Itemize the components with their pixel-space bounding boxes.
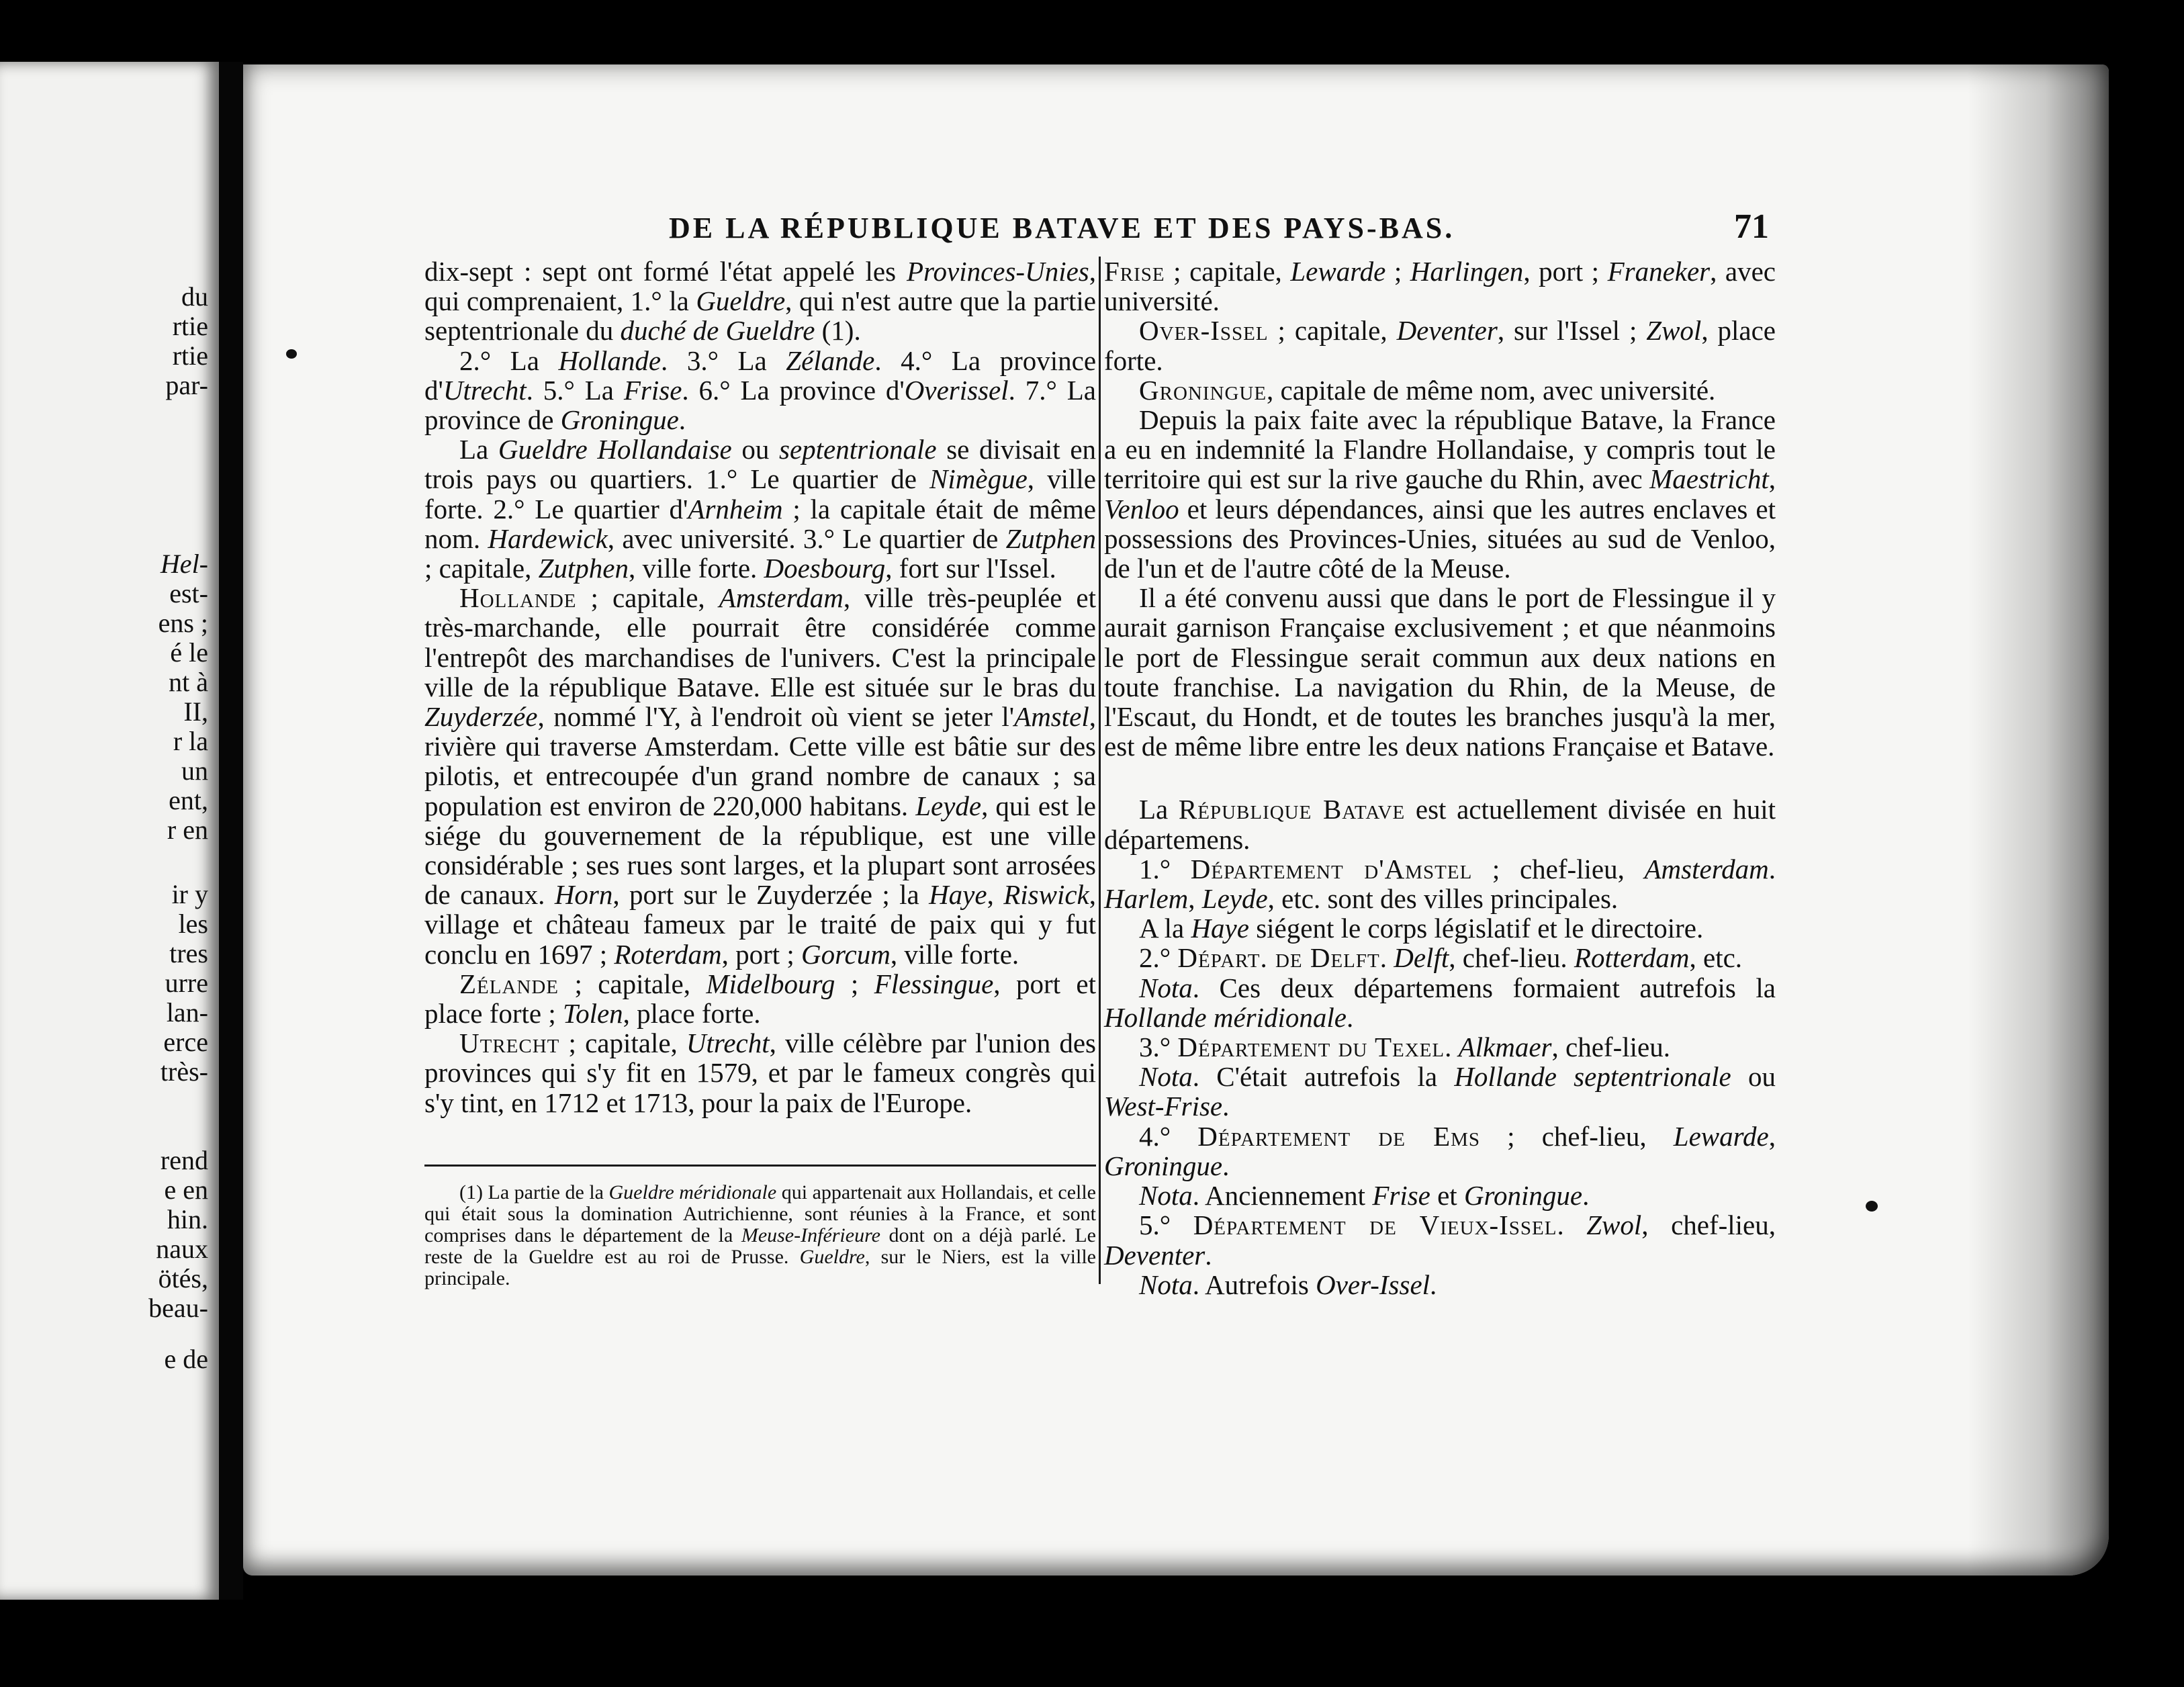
running-head: DE LA RÉPUBLIQUE BATAVE ET DES PAYS-BAS.	[669, 212, 1455, 244]
ink-spot	[286, 349, 297, 359]
book-gutter	[219, 62, 243, 1600]
paragraph-frise: Frise ; capitale, Lewarde ; Harlingen, port ; Franeker, avec université.	[1104, 256, 1776, 317]
fragment-line: é le	[170, 637, 208, 668]
fragment-line: rtie	[172, 311, 208, 341]
fragment-line: ens ;	[158, 608, 208, 638]
note-haye: A la Haye siégent le corps législatif et le directoire.	[1139, 913, 1704, 944]
paragraph-province-list: 2.° La Hollande. 3.° La Zélande. 4.° La province d'Utrecht. 5.° La Frise. 6.° La province d'Overissel. 7.° La province de Groningue.	[424, 345, 1097, 436]
page-edge-shadow	[1968, 64, 2109, 1576]
paragraph-groningue: Groningue, capitale de même nom, avec université.	[1139, 374, 1716, 406]
departement-delft: 2.° Départ. de Delft. Delft, chef-lieu. Rotterdam, etc.	[1139, 942, 1743, 974]
fragment-line: un	[181, 756, 208, 786]
fragment-line: e de	[164, 1344, 208, 1374]
paragraph-hollande: Hollande ; capitale, Amsterdam, ville très-peuplée et très-marchande, elle pourrait être considérée comme l'entrepôt des marchandises de l'univers. C'est la principale ville de la république Batave. Elle est située sur le bras du Zuyderzée, nommé l'Y, à l'endroit où vient se jeter l'Amstel, rivière qui traverse Amsterdam. Cette ville est bâtie sur des pilotis, et entrecoupée d'un grand nombre de canaux ; sa population est environ de 220,000 habitans. Leyde, qui est le siége du gouvernement de la république, est une ville considérable ; ses rues sont larges, et la plupart sont arrosées de canaux. Horn, port sur le Zuyderzée ; la Haye, Riswick, village et château fameux par le traité de paix qui y fut conclu en 1697 ; Roterdam, port ; Gorcum, ville forte.	[424, 582, 1097, 970]
fragment-line: urre	[165, 968, 208, 998]
fragment-line: beau-	[148, 1293, 208, 1323]
fragment-line: très-	[160, 1056, 208, 1087]
fragment-line: r en	[167, 815, 208, 845]
paragraph-paix: Depuis la paix faite avec la république Batave, la France a eu en indemnité la Flandre Hollandaise, y compris tout le territoire qui est sur la rive gauche du Rhin, avec Maestricht, Venloo et leurs dépendances, ainsi que les autres enclaves et possessions des Provinces-Unies, situées au sud de Venloo, de l'un et de l'autre côté de la Meuse.	[1104, 404, 1776, 584]
footnote: (1) La partie de la Gueldre méridionale qui appartenait aux Hollandais, et celle qui était sous la domination Autrichienne, sont réunies à la France, et sont comprises dans le département de la Meuse-Inférieure dont on a déjà parlé. Le reste de la Gueldre est au roi de Prusse. Gueldre, sur le Niers, est la ville principale.	[424, 1181, 1096, 1289]
ink-spot	[1866, 1201, 1878, 1212]
paragraph-departemens: La République Batave est actuellement divisée en huit départemens.	[1104, 794, 1776, 855]
footnote-rule	[424, 1165, 1096, 1167]
paragraph-utrecht: Utrecht ; capitale, Utrecht, ville célèbre par l'union des provinces qui s'y fit en 1579, et par le fameux congrès qui s'y tint, en 1712 et 1713, pour la paix de l'Europe.	[424, 1028, 1096, 1118]
paragraph-over-issel: Over-Issel ; capitale, Deventer, sur l'Issel ; Zwol, place forte.	[1104, 315, 1776, 376]
fragment-line: hin.	[167, 1204, 208, 1234]
fragment-line: ötés,	[158, 1263, 208, 1293]
fragment-line: Hel-	[160, 549, 208, 579]
fragment-line: II,	[183, 696, 208, 727]
fragment-line: r la	[173, 726, 208, 756]
nota-texel: Nota. C'était autrefois la Hollande septentrionale ou West-Frise.	[1104, 1061, 1776, 1122]
column-divider	[1099, 257, 1101, 1284]
nota-ems: Nota. Anciennement Frise et Groningue.	[1139, 1180, 1590, 1212]
fragment-line: par-	[165, 370, 208, 400]
departement-ems: 4.° Département de Ems ; chef-lieu, Lewarde, Groningue.	[1104, 1120, 1776, 1181]
fragment-line: naux	[156, 1234, 208, 1264]
departement-amstel: 1.° Département d'Amstel ; chef-lieu, Amsterdam. Harlem, Leyde, etc. sont des villes principales.	[1104, 853, 1776, 915]
nota-delft: Nota. Ces deux départemens formaient autrefois la Hollande méridionale.	[1104, 972, 1776, 1033]
section-gap	[1104, 761, 1776, 794]
paragraph-zelande: Zélande ; capitale, Midelbourg ; Flessingue, port et place forte ; Tolen, place forte.	[424, 968, 1096, 1030]
paragraph-gueldre: La Gueldre Hollandaise ou septentrionale se divisait en trois pays ou quartiers. 1.° Le quartier de Nimègue, ville forte. 2.° Le quartier d'Arnheim ; la capitale était de même nom. Hardewick, avec université. 3.° Le quartier de Zutphen ; capitale, Zutphen, ville forte. Doesbourg, fort sur l'Issel.	[424, 434, 1097, 584]
departement-texel: 3.° Département du Texel. Alkmaer, chef-lieu.	[1139, 1032, 1670, 1063]
fragment-line: rend	[160, 1145, 208, 1175]
fragment-line: les	[178, 909, 208, 939]
fragment-line: tres	[169, 938, 208, 968]
nota-vieux-issel: Nota. Autrefois Over-Issel.	[1139, 1269, 1437, 1300]
right-column	[1104, 257, 1776, 1300]
paragraph-provinces: dix-sept : sept ont formé l'état appelé les Provinces-Unies, qui comprenaient, 1.° la Gueldre, qui n'est autre que la partie septentrionale du duché de Gueldre (1).	[424, 256, 1096, 347]
fragment-line: est-	[169, 578, 208, 608]
page-number: 71	[1734, 208, 1769, 246]
left-column	[424, 257, 1096, 1118]
fragment-line: du	[181, 281, 208, 312]
departement-vieux-issel: 5.° Département de Vieux-Issel. Zwol, chef-lieu, Deventer.	[1104, 1210, 1776, 1271]
fragment-line: erce	[163, 1027, 208, 1057]
fragment-line: e en	[164, 1175, 208, 1205]
fragment-line: ent,	[169, 785, 208, 815]
fragment-line: rtie	[172, 340, 208, 371]
fragment-line: lan-	[166, 997, 208, 1028]
fragment-line: ir y	[171, 879, 208, 909]
previous-page-fragment	[0, 62, 219, 1600]
fragment-line: nt à	[169, 667, 208, 697]
paragraph-flessingue: Il a été convenu aussi que dans le port de Flessingue il y aurait garnison Française exclusivement ; et que néanmoins le port de Flessingue serait commun aux deux nations en toute franchise. La navigation du Rhin, de la Meuse, de l'Escaut, du Hondt, et de toutes les branches jusqu'à la mer, est de même libre entre les deux nations Française et Batave.	[1104, 582, 1776, 762]
